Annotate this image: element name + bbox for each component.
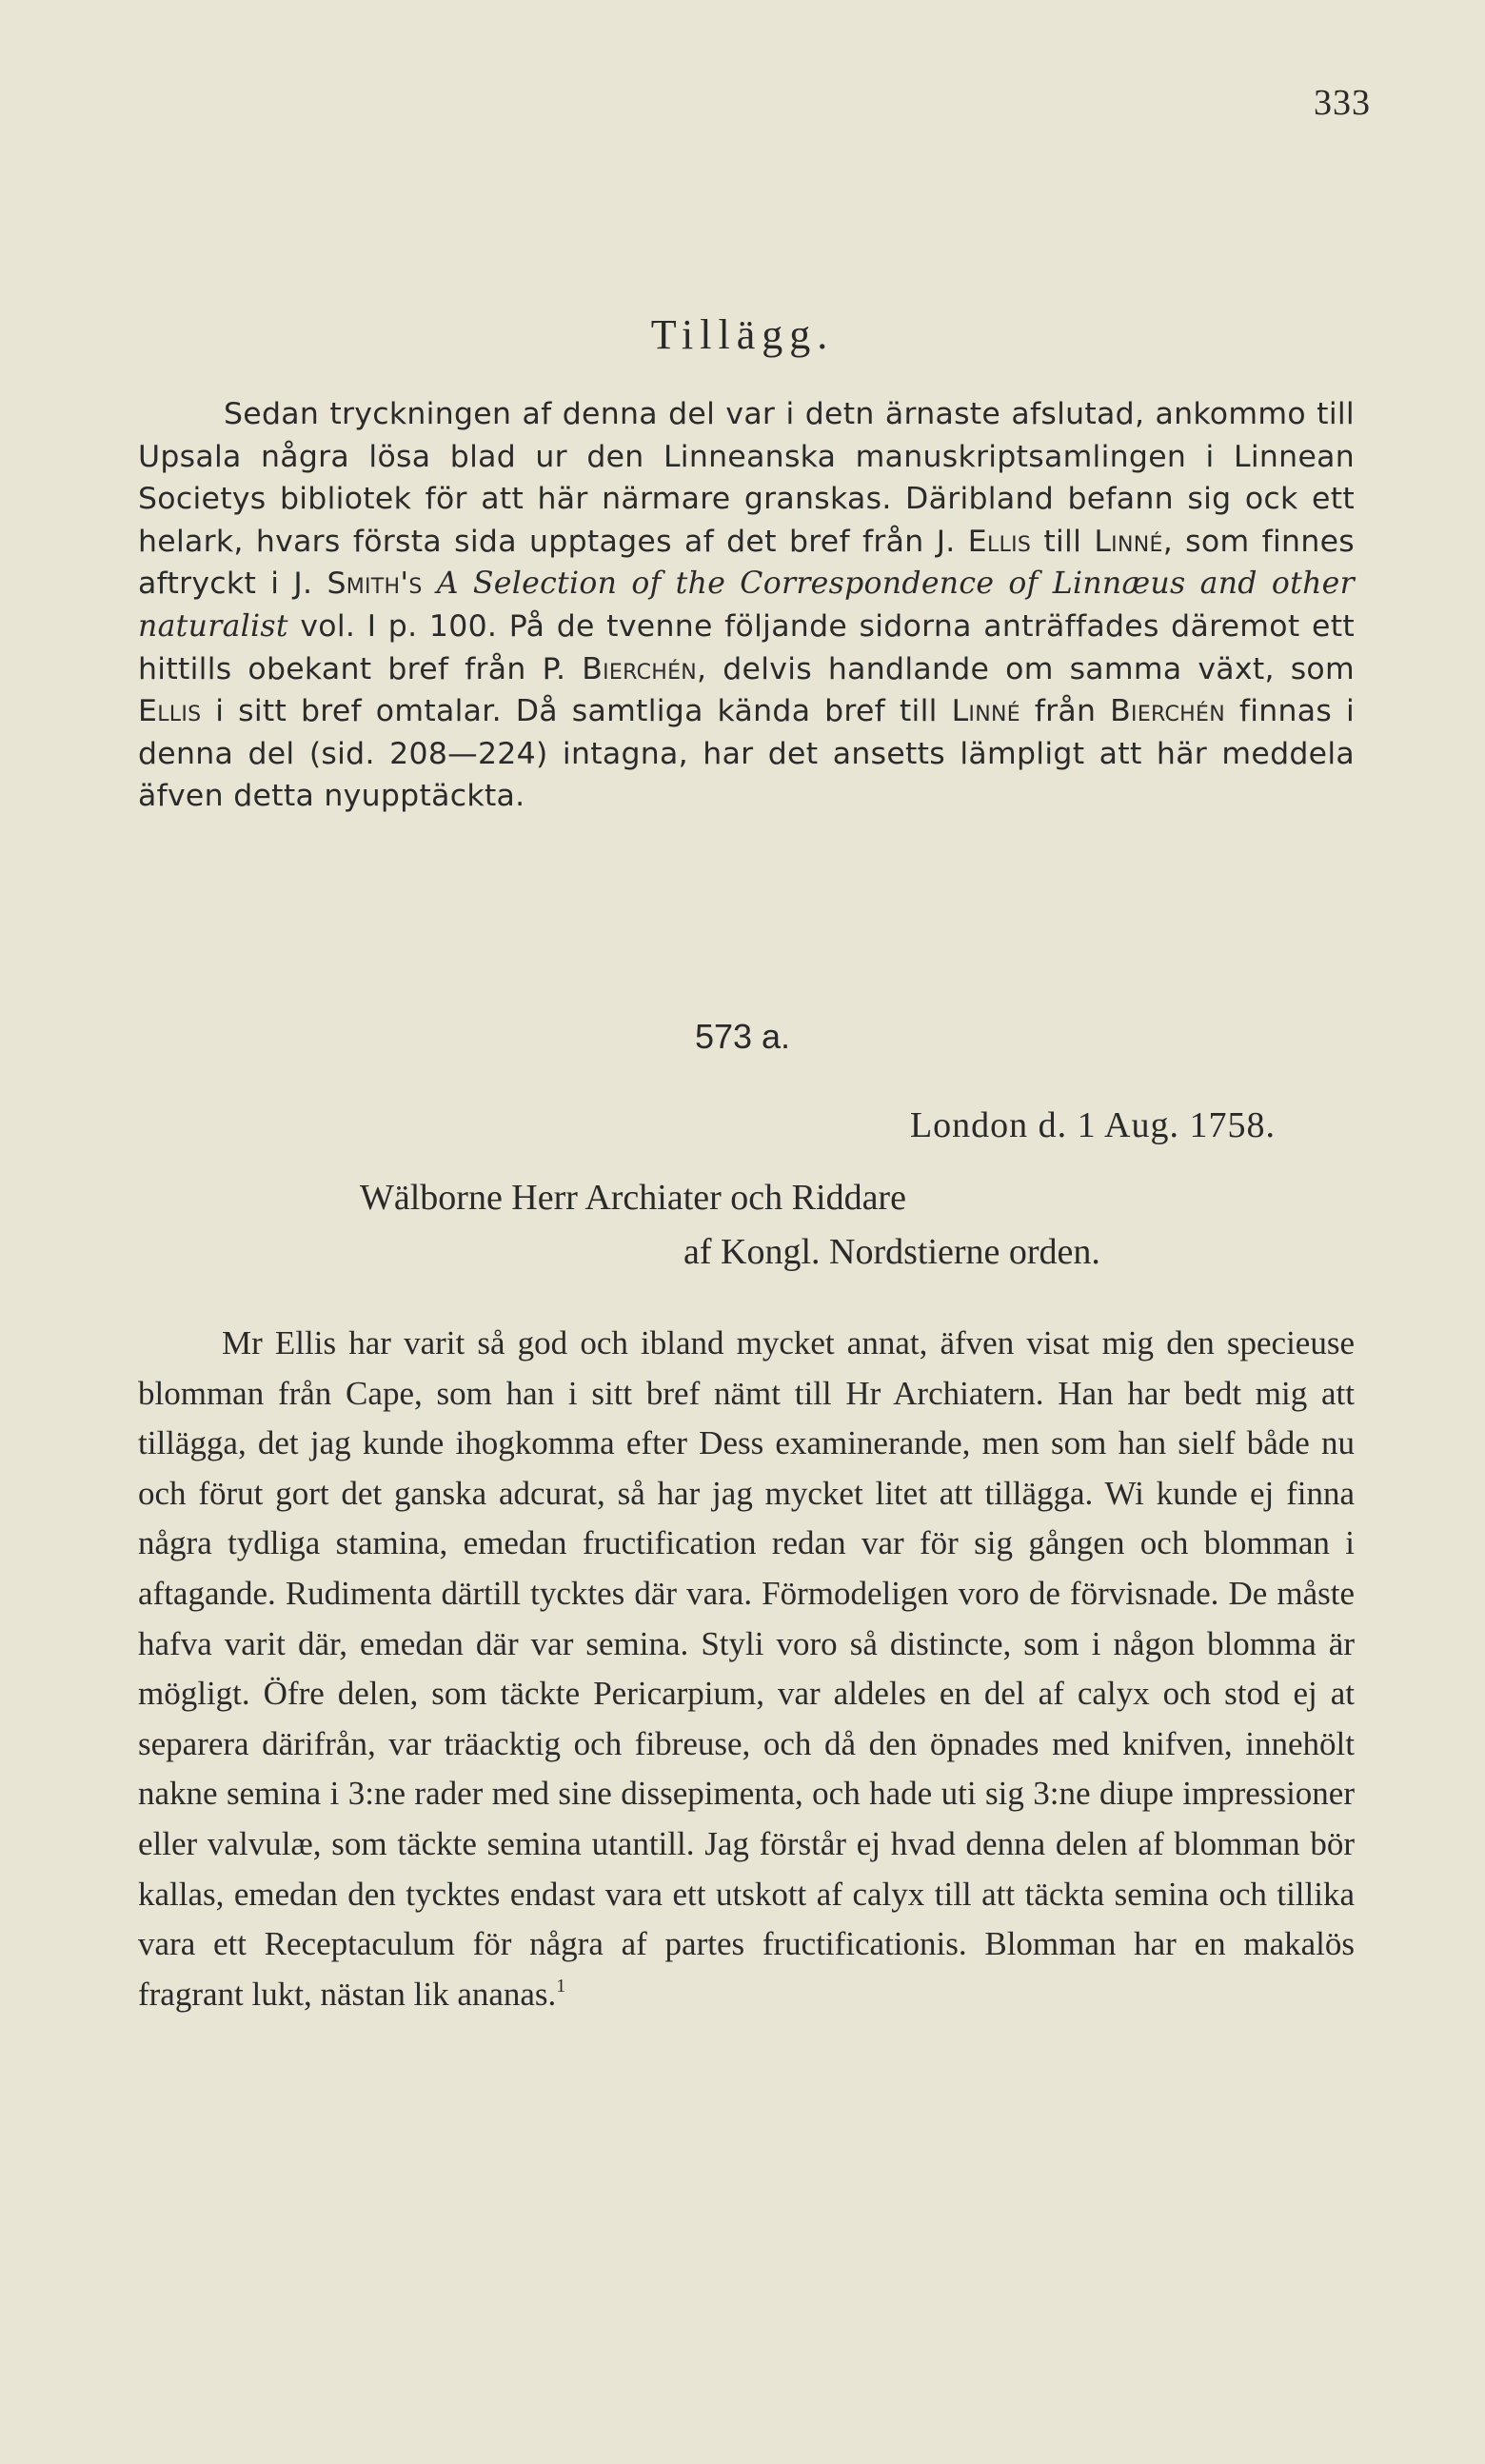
person-name: Smith's [327, 566, 423, 602]
person-name: Linné [1094, 524, 1163, 559]
footnote-marker: 1 [556, 1975, 566, 1997]
book-title: A Selection of the Correspondence of Linnæus and other naturalist [138, 566, 1355, 644]
intro-run: , som finnes aftryckt i J. [138, 524, 1355, 602]
person-name: Bierchén [582, 651, 698, 686]
letter-body [138, 1319, 1355, 2019]
intro-text [138, 393, 1355, 818]
intro-run: i sitt bref omtalar. Då samtliga kända bref till [201, 694, 952, 729]
intro-run: vol. I p. 100. På de tvenne följande sidorna anträffades däremot ett hittills obekant bref från P. [138, 608, 1355, 686]
letter-body-text: Mr Ellis har varit så god och ibland mycket annat, äfven visat mig den specieuse blomman från Cape, som han i sitt bref nämt till Hr Archiatern. Han har bedt mig att tillägga, det jag kunde ihogkomma efter Dess examinerande, men som han sielf både nu och förut gort det ganska adcurat, så har jag mycket litet att tillägga. Wi kunde ej finna några tydliga stamina, emedan fructification redan var för sig gången och blomman i aftagande. Rudimenta därtill tycktes där vara. Förmodeligen voro de förvisnade. De måste hafva varit där, emedan där var semina. Styli voro så distincte, som i någon blomma är mögligt. Öfre delen, som täckte Pericarpium, var aldeles en del af calyx och stod ej at separera därifrån, var träacktig och fibreuse, och då den öpnades med knifven, innehölt nakne semina i 3:ne rader med sine dissepimenta, och hade uti sig 3:ne diupe impressioner eller valvulæ, som täckte semina utantill. Jag förstår ej hvad denna delen af blomman bör kallas, emedan den tycktes endast vara ett utskott af calyx till att täckta semina och tillika vara ett Receptaculum för några af partes fructificationis. Blomman har en makalös fragrant lukt, nästan lik ananas. [138, 1324, 1355, 2013]
letter-salutation-line1: Wälborne Herr Archiater och Riddare [360, 1178, 906, 1218]
intro-run: från [1020, 694, 1111, 729]
intro-run: finnas i denna del (sid. 208—224) intagna, har det ansetts lämpligt att här meddela äfven detta nyupptäckta. [138, 694, 1356, 814]
person-name: Bierchén [1110, 694, 1225, 729]
intro-paragraph [138, 393, 1355, 818]
intro-run: Sedan tryckningen af denna del var i detn ärnaste afslutad, ankommo till Upsala några lösa blad ur den Linneanska manuskriptsamlingen i Linnean Societys bibliotek för att här närmare granskas. Däribland befann sig ock ett helark, hvars första sida upptages af det bref från J. [138, 397, 1355, 559]
letter-salutation-line2: af Kongl. Nordstierne orden. [683, 1232, 1100, 1272]
page-number: 333 [1314, 83, 1371, 123]
section-title: Tillägg. [650, 311, 835, 358]
intro-run: , delvis handlande om samma växt, som [697, 651, 1355, 686]
intro-run: till [1031, 524, 1095, 559]
letter-dateline: London d. 1 Aug. 1758. [909, 1105, 1276, 1145]
person-name: Ellis [967, 524, 1032, 559]
person-name: Ellis [138, 694, 202, 729]
letter-body-paragraph [138, 1319, 1355, 2019]
letter-number: 573 a. [694, 1017, 791, 1056]
person-name: Linné [951, 694, 1020, 729]
intro-run [423, 566, 437, 601]
